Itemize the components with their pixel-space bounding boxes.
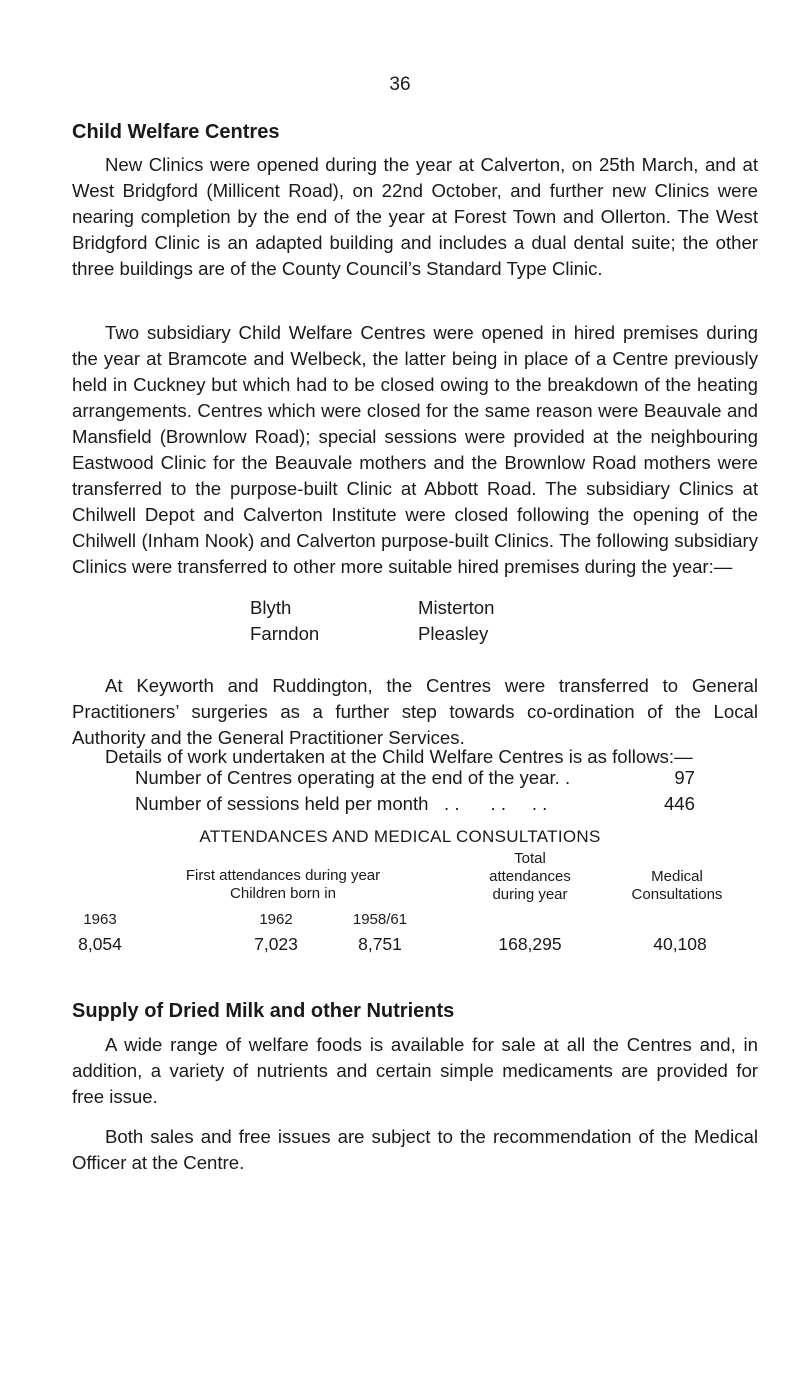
paragraph-subsidiary-centres (72, 320, 758, 580)
table-cell: 8,751 (358, 934, 402, 954)
section-heading-dried-milk: Supply of Dried Milk and other Nutrients (72, 1000, 455, 1022)
header-children-born-in: Children born in (230, 885, 336, 902)
paragraph-text: Details of work undertaken at the Child Welfare Centres is as follows:— (105, 746, 693, 767)
header-first-attendances: First attendances during year (185, 867, 381, 884)
section-heading-child-welfare: Child Welfare Centres (72, 121, 280, 143)
table-cell: 7,023 (254, 934, 298, 954)
stat-value: 446 (663, 793, 695, 814)
table-cell: 8,054 (78, 934, 122, 954)
stat-row-sessions (135, 791, 695, 817)
paragraph-welfare-foods (72, 1032, 758, 1110)
table-title: ATTENDANCES AND MEDICAL CONSULTATIONS (199, 827, 601, 846)
header-attendances: attendances (489, 868, 571, 885)
header-during-year: during year (492, 886, 568, 903)
paragraph-text: At Keyworth and Ruddington, the Centres were transferred to General Practitioners’ surgeries as a further step towards co-ordination of the Local Authority and the General Practitioner Services. (72, 675, 758, 748)
header-medical: Medical (651, 868, 703, 885)
table-cell: 168,295 (498, 934, 562, 954)
page-number: 36 (389, 74, 411, 95)
paragraph-keyworth (72, 673, 758, 751)
stat-label: Number of Centres operating at the end of the year. . (135, 767, 571, 788)
paragraph-text: A wide range of welfare foods is available for sale at all the Centres and, in addition, a variety of nutrients and certain simple medicaments are provided for free issue. (72, 1034, 758, 1107)
table-cell: 40,108 (653, 934, 707, 954)
year-column-1962: 1962 (259, 911, 293, 928)
year-column-1963: 1963 (83, 911, 117, 928)
place-name: Pleasley (418, 623, 489, 644)
stat-label: Number of sessions held per month . . . . . . (135, 793, 548, 814)
year-column-1958-61: 1958/61 (352, 911, 408, 928)
paragraph-text: Two subsidiary Child Welfare Centres were opened in hired premises during the year at Bramcote and Welbeck, the latter being in place of a Centre previously held in Cuckney but which had to be closed owing to the breakdown of the heating arrangements. Centres which were closed for the same reason were Beauvale and Mansfield (Brownlow Road); special sessions were provided at the neighbouring Eastwood Clinic for the Beauvale mothers and the Brownlow Road mothers were transferred to the purpose-built Clinic at Abbott Road. The subsidiary Clinics at Chilwell Depot and Calverton Institute were closed following the opening of the Chilwell (Inham Nook) and Calverton purpose-built Clinics. The following subsidiary Clinics were transferred to other more suitable hired premises during the year:— (72, 322, 758, 577)
paragraph-new-clinics (72, 152, 758, 282)
stat-row-centres (135, 765, 695, 791)
stat-value: 97 (674, 767, 695, 788)
place-name: Blyth (250, 597, 292, 618)
place-name: Misterton (418, 597, 495, 618)
header-consultations: Consultations (631, 886, 723, 903)
place-name: Farndon (250, 623, 320, 644)
header-total: Total (514, 850, 546, 867)
paragraph-sales-free-issues (72, 1124, 758, 1176)
paragraph-text: Both sales and free issues are subject to the recommendation of the Medical Officer at the Centre. (72, 1126, 758, 1173)
paragraph-text: New Clinics were opened during the year at Calverton, on 25th March, and at West Bridgford (Millicent Road), on 22nd October, and further new Clinics were nearing completion by the end of the year at Forest Town and Ollerton. The West Bridgford Clinic is an adapted building and includes a dual dental suite; the other three buildings are of the County Council’s Standard Type Clinic. (72, 154, 758, 279)
